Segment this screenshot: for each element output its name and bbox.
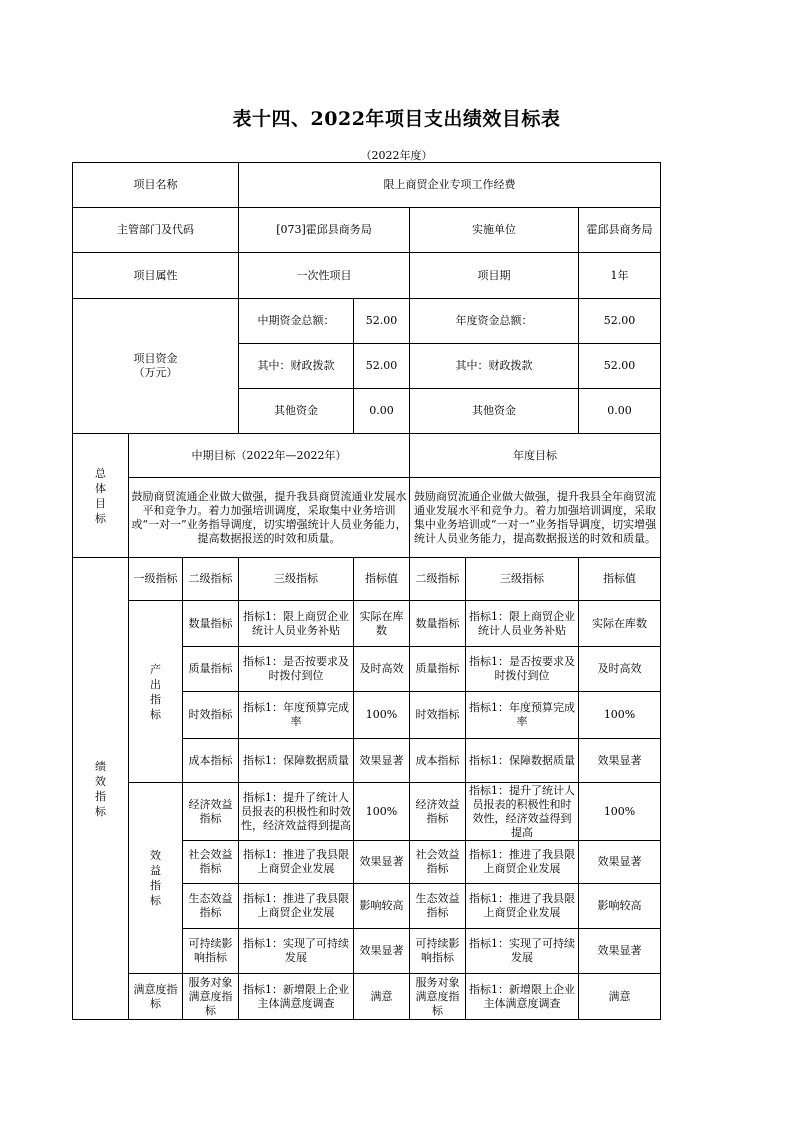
satisfaction-indicator-label: 满意度指标 — [129, 974, 183, 1020]
header-level2: 二级指标 — [183, 558, 239, 601]
level2-cell: 数量指标 — [183, 601, 239, 647]
funds-total-row — [73, 299, 661, 344]
level2-cell: 质量指标 — [410, 647, 466, 692]
level3-cell: 指标1：限上商贸企业统计人员业务补贴 — [239, 601, 354, 647]
value-cell: 100% — [354, 783, 410, 841]
level3-cell: 指标1：是否按要求及时拨付到位 — [466, 647, 579, 692]
level2-cell: 社会效益指标 — [183, 841, 239, 884]
attr-value: 一次性项目 — [239, 253, 410, 299]
value-cell: 实际在库数 — [579, 601, 661, 647]
value-cell: 效果显著 — [354, 929, 410, 974]
period-label: 项目期 — [410, 253, 579, 299]
mid-goal-text: 鼓励商贸流通企业做大做强，提升我县商贸流通业发展水平和竞争力。着力加强培训调度，采取集中业务培训或“一对一”业务指导调度，切实增强统计人员业务能力，提高数据报送的时效和质量。 — [129, 478, 410, 558]
year-fiscal-label: 其中：财政拨款 — [410, 344, 579, 389]
level3-cell: 指标1：推进了我县限上商贸企业发展 — [239, 884, 354, 929]
year-fiscal-value: 52.00 — [579, 344, 661, 389]
value-cell: 影响较高 — [354, 884, 410, 929]
level3-cell: 指标1：是否按要求及时拨付到位 — [239, 647, 354, 692]
value-cell: 及时高效 — [579, 647, 661, 692]
value-cell: 满意 — [579, 974, 661, 1020]
performance-target-table — [72, 162, 661, 1020]
value-cell: 及时高效 — [354, 647, 410, 692]
indicator-header-row — [73, 558, 661, 601]
level3-cell: 指标1：推进了我县限上商贸企业发展 — [466, 884, 579, 929]
value-cell: 100% — [354, 692, 410, 739]
benefit-indicator-label: 效益指标 — [129, 783, 183, 974]
header-level1: 一级指标 — [129, 558, 183, 601]
level2-cell: 时效指标 — [183, 692, 239, 739]
level3-cell: 指标1：提升了统计人员报表的积极性和时效性，经济效益得到提高 — [466, 783, 579, 841]
year-total-label: 年度资金总额： — [410, 299, 579, 344]
level3-cell: 指标1：新增限上企业主体满意度调查 — [466, 974, 579, 1020]
attr-label: 项目属性 — [73, 253, 239, 299]
level2-cell: 生态效益指标 — [410, 884, 466, 929]
value-cell: 效果显著 — [579, 841, 661, 884]
funds-label: 项目资金 （万元） — [73, 299, 239, 434]
level2-cell: 时效指标 — [410, 692, 466, 739]
value-cell: 100% — [579, 692, 661, 739]
value-cell: 效果显著 — [579, 739, 661, 783]
value-cell: 影响较高 — [579, 884, 661, 929]
level2-cell: 服务对象满意度指标 — [410, 974, 466, 1020]
value-cell: 效果显著 — [579, 929, 661, 974]
level3-cell: 指标1：保障数据质量 — [466, 739, 579, 783]
level2-cell: 成本指标 — [183, 739, 239, 783]
level3-cell: 指标1：实现了可持续发展 — [466, 929, 579, 974]
goals-label: 总体目标 — [73, 434, 129, 558]
value-cell: 100% — [579, 783, 661, 841]
level3-cell: 指标1：实现了可持续发展 — [239, 929, 354, 974]
mid-total-label: 中期资金总额： — [239, 299, 354, 344]
value-cell: 效果显著 — [354, 841, 410, 884]
dept-value: [073]霍邱县商务局 — [239, 208, 410, 253]
project-name-row — [73, 163, 661, 208]
level3-cell: 指标1：保障数据质量 — [239, 739, 354, 783]
level3-cell: 指标1：提升了统计人员报表的积极性和时效性，经济效益得到提高 — [239, 783, 354, 841]
page-title: 表十四、2022年项目支出绩效目标表 — [232, 108, 561, 130]
level2-cell: 数量指标 — [410, 601, 466, 647]
output-indicator-label: 产出指标 — [129, 601, 183, 783]
header-value-year: 指标值 — [579, 558, 661, 601]
level2-cell: 经济效益指标 — [183, 783, 239, 841]
mid-goal-header: 中期目标（2022年—2022年） — [129, 434, 410, 478]
indicators-label: 绩效指标 — [73, 558, 129, 1020]
attr-row — [73, 253, 661, 299]
year-subtitle: （2022年度） — [360, 149, 433, 162]
level3-cell: 指标1：推进了我县限上商贸企业发展 — [239, 841, 354, 884]
dept-row — [73, 208, 661, 253]
year-goal-header: 年度目标 — [410, 434, 661, 478]
mid-fiscal-value: 52.00 — [354, 344, 410, 389]
indicator-row — [73, 783, 661, 841]
year-goal-text: 鼓励商贸流通企业做大做强，提升我县全年商贸流通业发展水平和竞争力。着力加强培训调度，采取集中业务培训或“一对一”业务指导调度，切实增强统计人员业务能力，提高数据报送的时效和质量。 — [410, 478, 661, 558]
level2-cell: 成本指标 — [410, 739, 466, 783]
header-value: 指标值 — [354, 558, 410, 601]
year-total-value: 52.00 — [579, 299, 661, 344]
mid-other-value: 0.00 — [354, 389, 410, 434]
header-level3: 三级指标 — [239, 558, 354, 601]
impl-label: 实施单位 — [410, 208, 579, 253]
year-other-label: 其他资金 — [410, 389, 579, 434]
level2-cell: 生态效益指标 — [183, 884, 239, 929]
goals-header-row — [73, 434, 661, 478]
goals-text-row — [73, 478, 661, 558]
level3-cell: 指标1：推进了我县限上商贸企业发展 — [466, 841, 579, 884]
level3-cell: 指标1：限上商贸企业统计人员业务补贴 — [466, 601, 579, 647]
value-cell: 效果显著 — [354, 739, 410, 783]
mid-total-value: 52.00 — [354, 299, 410, 344]
mid-fiscal-label: 其中：财政拨款 — [239, 344, 354, 389]
level3-cell: 指标1：新增限上企业主体满意度调查 — [239, 974, 354, 1020]
level2-cell: 服务对象满意度指标 — [183, 974, 239, 1020]
header-level3-year: 三级指标 — [466, 558, 579, 601]
period-value: 1年 — [579, 253, 661, 299]
dept-label: 主管部门及代码 — [73, 208, 239, 253]
mid-other-label: 其他资金 — [239, 389, 354, 434]
level3-cell: 指标1：年度预算完成率 — [239, 692, 354, 739]
impl-value: 霍邱县商务局 — [579, 208, 661, 253]
indicator-row — [73, 601, 661, 647]
project-name-value: 限上商贸企业专项工作经费 — [239, 163, 661, 208]
year-other-value: 0.00 — [579, 389, 661, 434]
indicator-row — [73, 974, 661, 1020]
value-cell: 满意 — [354, 974, 410, 1020]
level3-cell: 指标1：年度预算完成率 — [466, 692, 579, 739]
level2-cell: 可持续影响指标 — [183, 929, 239, 974]
level2-cell: 质量指标 — [183, 647, 239, 692]
project-name-label: 项目名称 — [73, 163, 239, 208]
level2-cell: 社会效益指标 — [410, 841, 466, 884]
header-level2-year: 二级指标 — [410, 558, 466, 601]
level2-cell: 经济效益指标 — [410, 783, 466, 841]
level2-cell: 可持续影响指标 — [410, 929, 466, 974]
value-cell: 实际在库数 — [354, 601, 410, 647]
